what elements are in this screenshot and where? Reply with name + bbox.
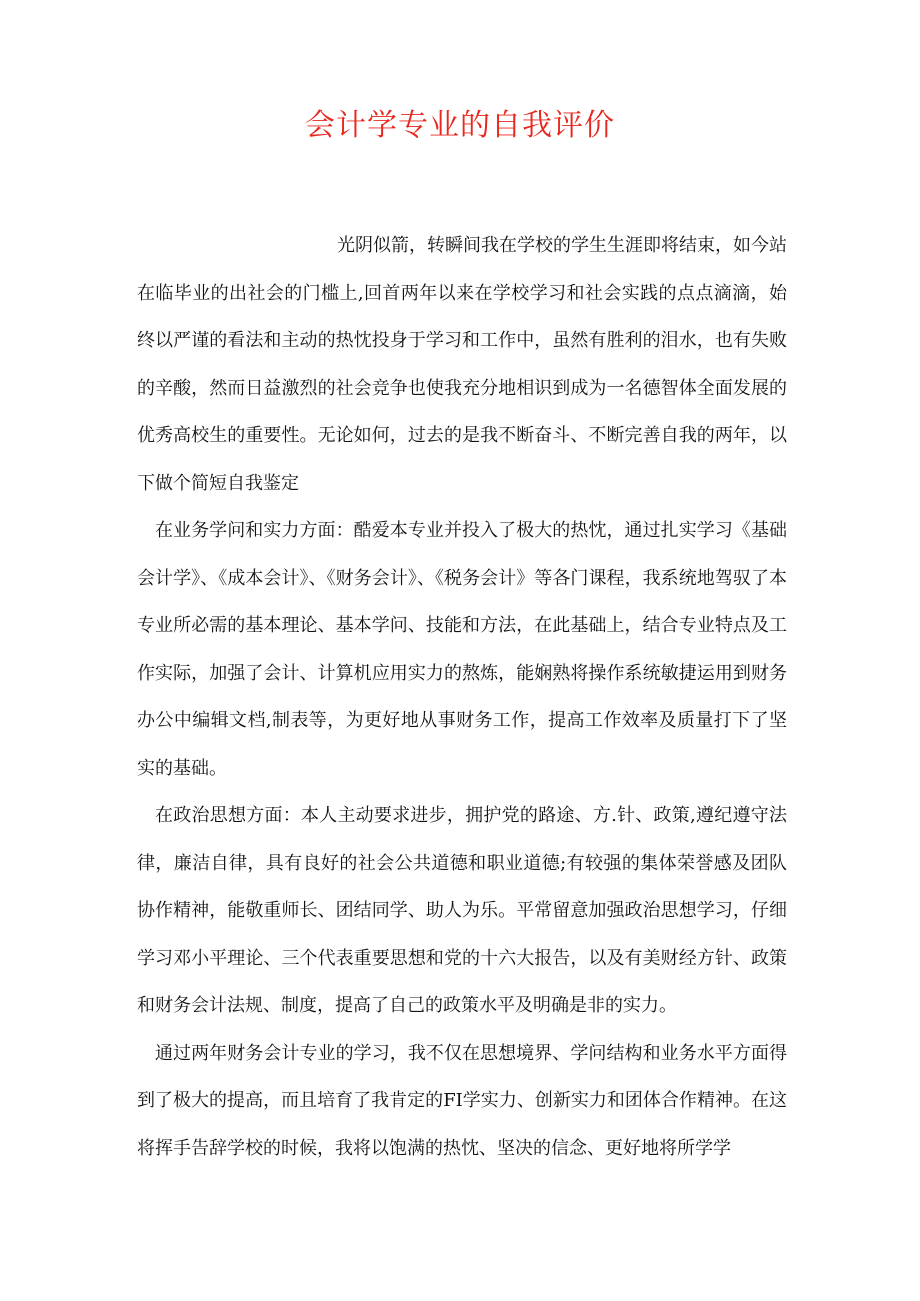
paragraph-professional-skills: 在业务学问和实力方面：酷爱本专业并投入了极大的热忱，通过扎实学习《基础会计学》、《成本会计》、《财务会计》、《税务会计》等各门课程，我系统地驾驭了本专业所必需的基本理论、基本学问、技能和方法，在此基础上，结合专业特点及工作实际，加强了会计、计算机应用实力的熬炼，能娴熟将操作系统敏捷运用到财务办公中编辑文档,制表等，为更好地从事财务工作，提高工作效率及质量打下了坚实的基础。 <box>137 520 787 779</box>
paragraph-political-thought: 在政治思想方面：本人主动要求进步，拥护党的路途、方.针、政策,遵纪遵守法律，廉洁自律，具有良好的社会公共道德和职业道德;有较强的集体荣誉感及团队协作精神，能敬重师长、团结同学、助人为乐。平常留意加强政治思想学习，仔细学习邓小平理论、三个代表重要思想和党的十六大报告，以及有美财经方针、政策和财务会计法规、制度，提高了自己的政策水平及明确是非的实力。 <box>137 805 787 1016</box>
paragraph-intro: 光阴似箭，转瞬间我在学校的学生生涯即将结束，如今站在临毕业的出社会的门槛上,回首两年以来在学校学习和社会实践的点点滴滴，始终以严谨的看法和主动的热忱投身于学习和工作中，虽然有胜利的泪水，也有失败的辛酸，然而日益激烈的社会竞争也使我充分地相识到成为一名德智体全面发展的优秀高校生的重要性。无论如何，过去的是我不断奋斗、不断完善自我的两年，以下做个简短自我鉴定 <box>137 235 787 494</box>
paragraph-summary: 通过两年财务会计专业的学习，我不仅在思想境界、学问结构和业务水平方面得到了极大的提高，而且培育了我肯定的FI学实力、创新实力和团体合作精神。在这将挥手告辞学校的时候，我将以饱满的热忱、坚决的信念、更好地将所学学 <box>137 1042 787 1159</box>
document-body <box>137 222 787 1172</box>
document-title: 会计学专业的自我评价 <box>305 108 615 143</box>
